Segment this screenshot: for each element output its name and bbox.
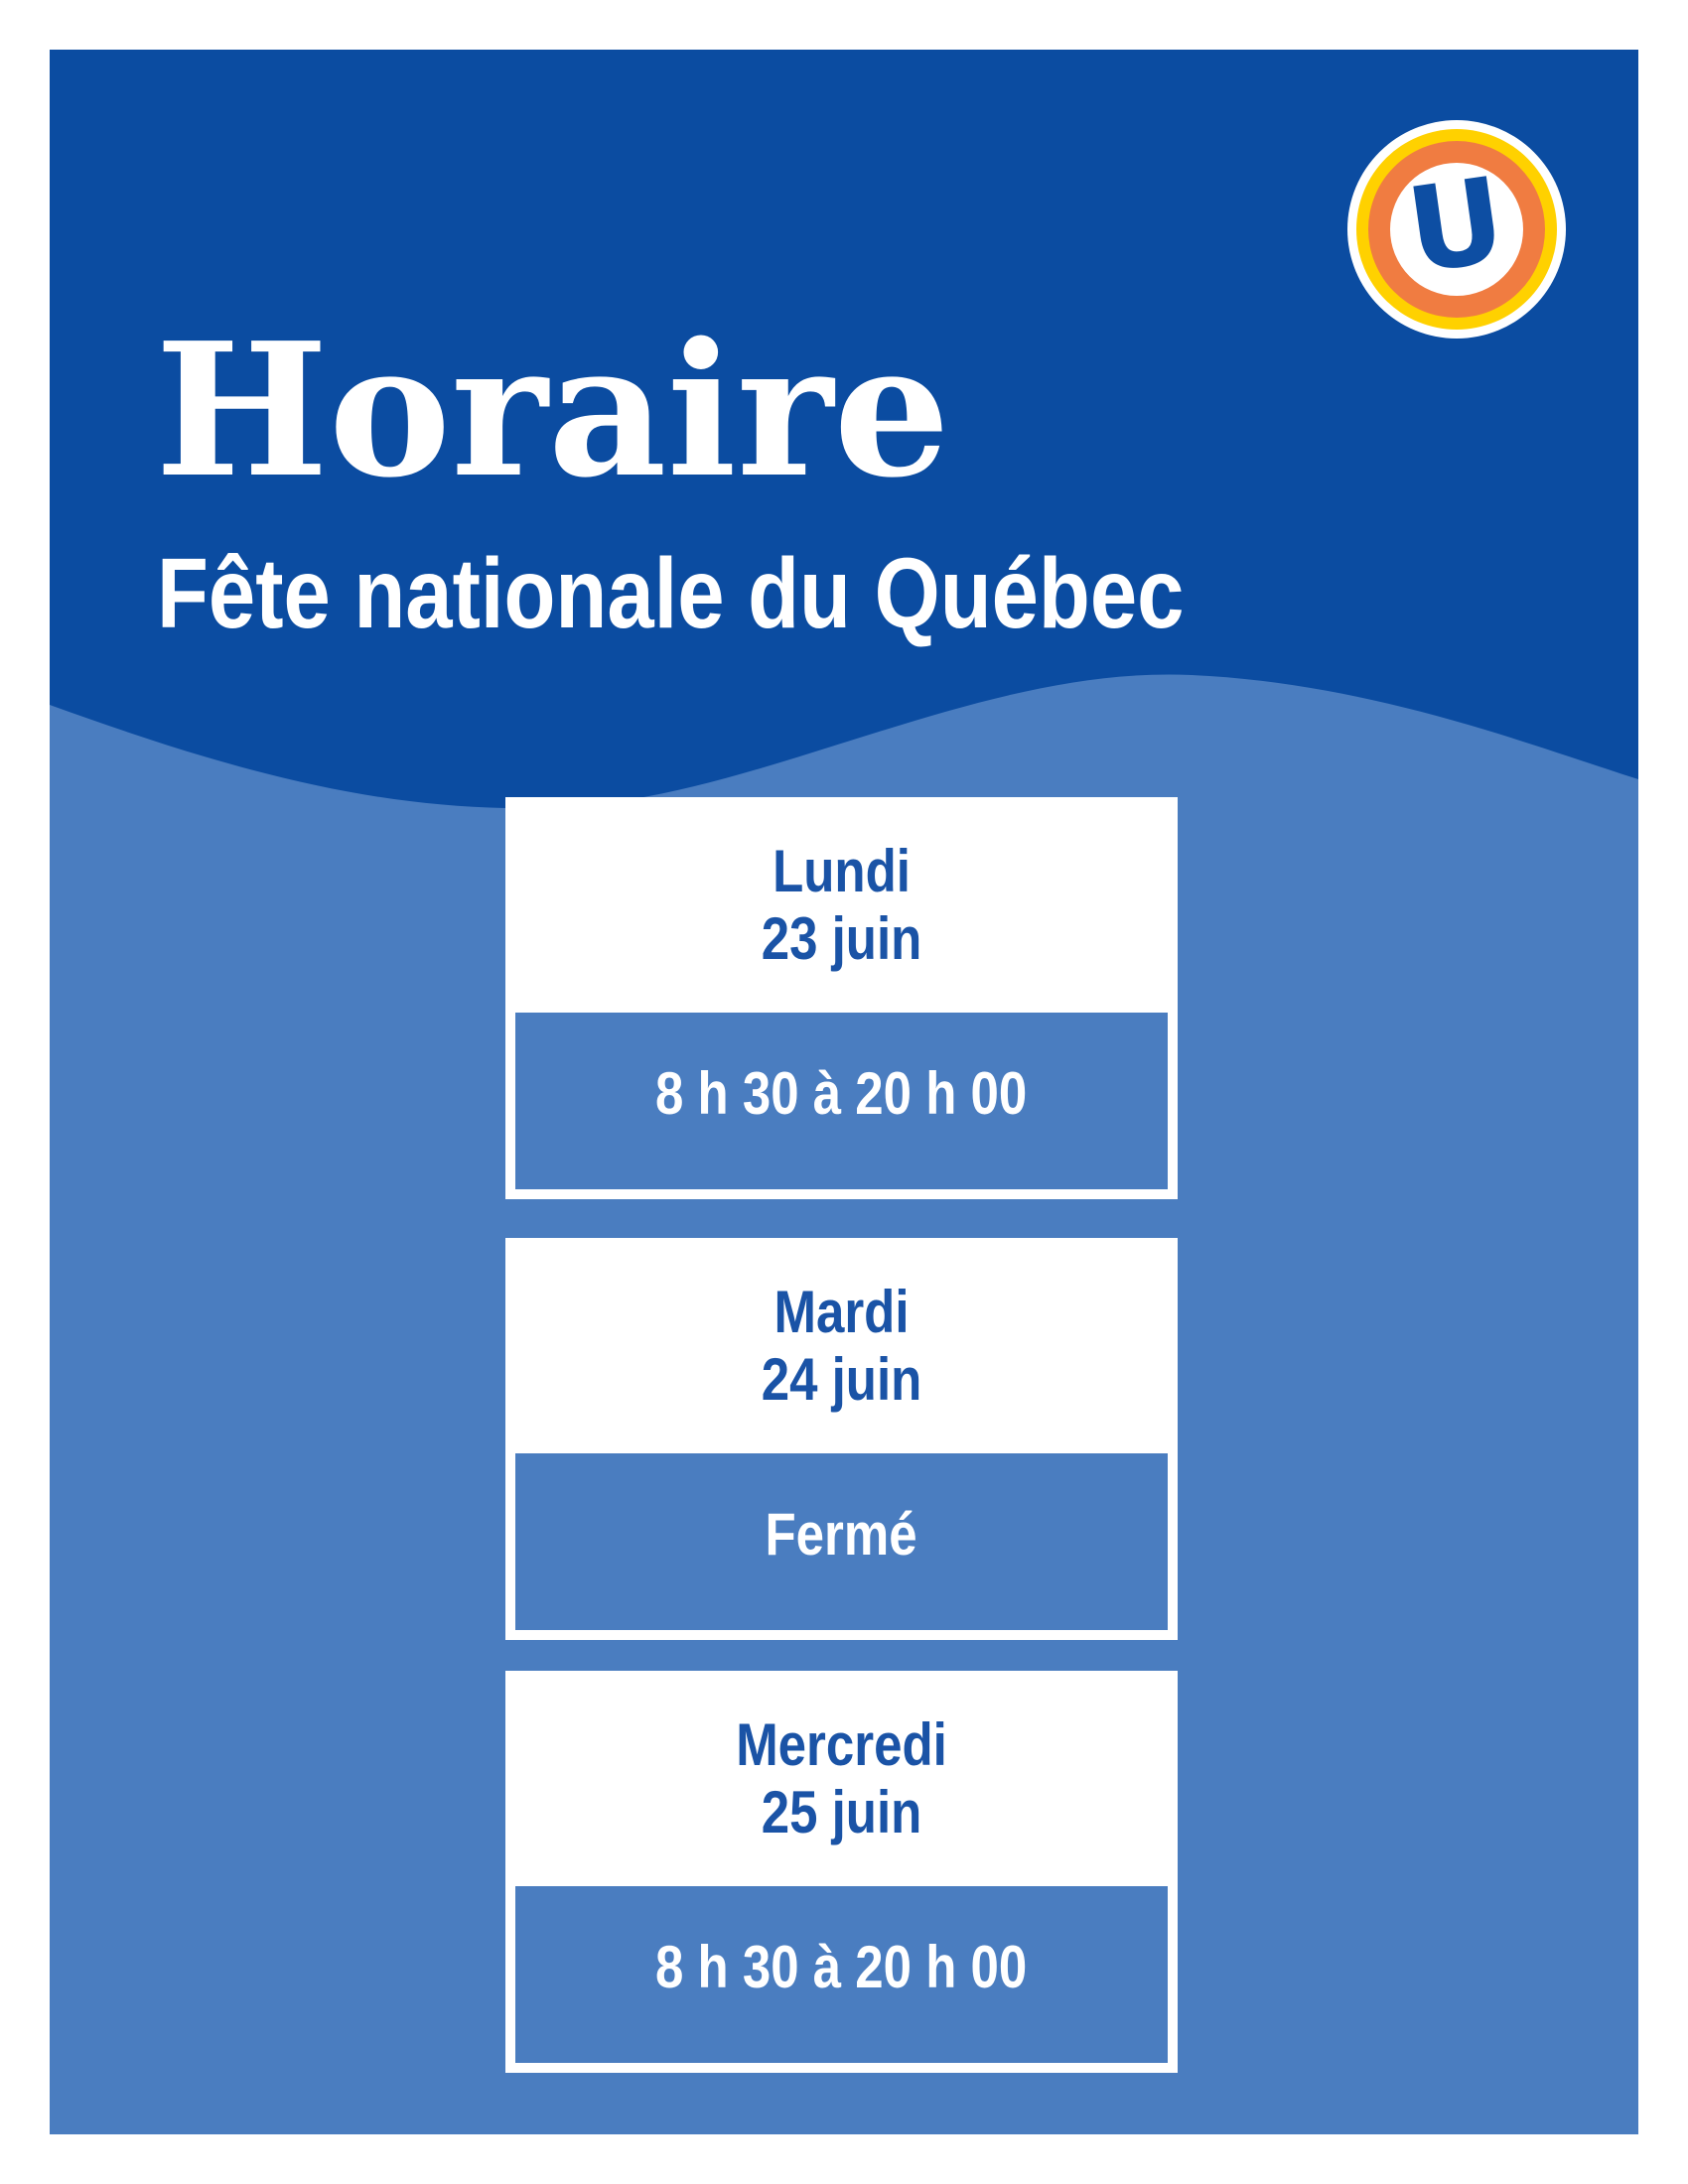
card-hours-band: [515, 1453, 1168, 1630]
card-hours-band: [515, 1013, 1168, 1189]
card-day-label: Mardi: [774, 1278, 910, 1345]
card-hours-label: 8 h 30 à 20 h 00: [655, 1060, 1028, 1127]
schedule-card-tuesday: [505, 1238, 1178, 1640]
poster-subtitle: Fête nationale du Québec: [157, 538, 1185, 649]
schedule-card-monday: [505, 797, 1178, 1199]
card-day-block: [556, 1238, 1127, 1453]
card-day-block: [556, 797, 1127, 1013]
poster-title: Horaire: [155, 302, 950, 518]
brand-logo: [1347, 120, 1566, 339]
card-hours-band: [515, 1886, 1168, 2063]
card-date-label: 23 juin: [761, 904, 922, 972]
poster-background: [50, 50, 1638, 2134]
card-day-block: [556, 1671, 1127, 1886]
card-day-label: Lundi: [773, 837, 911, 904]
card-date-label: 24 juin: [761, 1345, 922, 1413]
card-date-label: 25 juin: [761, 1778, 922, 1845]
card-hours-label: 8 h 30 à 20 h 00: [655, 1934, 1028, 2000]
card-hours-label: Fermé: [765, 1501, 918, 1568]
logo-inner-circle: [1390, 151, 1523, 301]
card-day-label: Mercredi: [736, 1710, 947, 1778]
logo-u-icon: U: [1399, 151, 1513, 301]
schedule-card-wednesday: [505, 1671, 1178, 2073]
